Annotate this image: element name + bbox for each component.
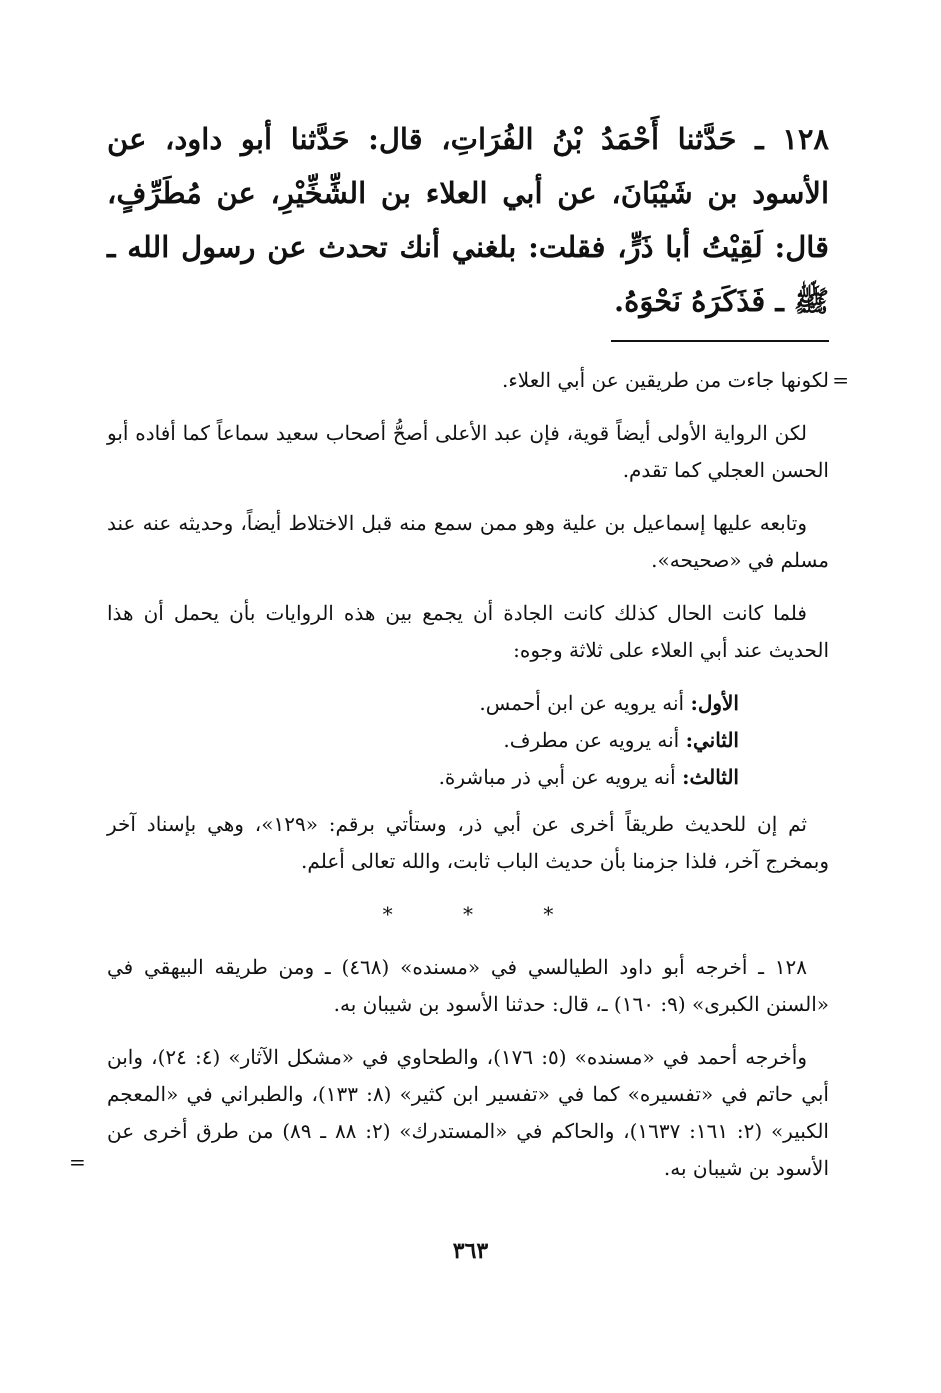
- section-separator: [107, 896, 829, 933]
- commentary-paragraph-1: [107, 362, 849, 399]
- takhrij-paragraph-2-text: وأخرجه أحمد في «مسنده» (٥: ١٧٦)، والطحاوي في «مشكل الآثار» (٤: ٢٤)، وابن أبي حاتم في «تفسيره» كما في «تفسير ابن كثير» (٨: ١٣٣)، والطبراني في «المعجم الكبير» (٢: ١٦١: ١٦٣٧)، والحاكم في «المستدرك» (٢: ٨٨ ـ ٨٩) من طرق أخرى عن الأسود بن شيبان به.: [107, 1045, 829, 1180]
- commentary-section: [69, 362, 849, 1203]
- footnote-divider: [611, 340, 829, 342]
- takhrij-paragraph-1: ١٢٨ ـ أخرجه أبو داود الطيالسي في «مسنده» (٤٦٨) ـ ومن طريقه البيهقي في «السنن الكبرى» (٩: ١٦٠) ـ، قال: حدثنا الأسود بن شيبان به.: [107, 955, 829, 1016]
- point-second: [107, 722, 739, 759]
- point-first-label: الأول:: [690, 691, 739, 715]
- continuation-mark-end: =: [69, 1150, 86, 1174]
- point-second-label: الثاني:: [685, 728, 739, 752]
- hadith-128-text: ١٢٨ ـ حَدَّثنا أَحْمَدُ بْنُ الفُرَاتِ، قال: حَدَّثنا أبو داود، عن الأسود بن شَيْبَانَ، عن أبي العلاء بن الشِّخِّيْرِ، عن مُطَرِّفٍ، قال: لَقِيْتُ أبا ذَرٍّ، فقلت: بلغني أنك تحدث عن رسول الله ـ ﷺ ـ فَذَكَرَهُ نَحْوَهُ.: [107, 122, 829, 318]
- separator-star: *: [382, 902, 393, 926]
- commentary-paragraph-2: لكن الرواية الأولى أيضاً قوية، فإن عبد الأعلى أصحُّ أصحاب سعيد سماعاً كما أفاده أبو الحسن العجلي كما تقدم.: [107, 421, 829, 482]
- three-ways-list: [107, 685, 829, 796]
- separator-star: *: [463, 902, 473, 926]
- commentary-paragraph-5: ثم إن للحديث طريقاً أخرى عن أبي ذر، وستأتي برقم: «١٢٩»، وهي بإسناد آخر وبمخرج آخر، فلذا جزمنا بأن حديث الباب ثابت، والله تعالى أعلم.: [107, 812, 829, 873]
- point-third-label: الثالث:: [682, 765, 739, 789]
- point-first: [107, 685, 739, 722]
- commentary-paragraph-4: فلما كانت الحال كذلك كانت الجادة أن يجمع بين هذه الروايات بأن يحمل أن هذا الحديث عند أبي العلاء على ثلاثة وجوه:: [107, 601, 829, 662]
- point-second-text: أنه يرويه عن مطرف.: [503, 728, 680, 752]
- commentary-paragraph-1-text: لكونها جاءت من طريقين عن أبي العلاء.: [502, 368, 829, 392]
- point-third: [107, 759, 739, 796]
- continuation-mark-start: =: [832, 368, 849, 392]
- separator-star: *: [543, 902, 554, 926]
- point-third-text: أنه يرويه عن أبي ذر مباشرة.: [438, 765, 676, 789]
- point-first-text: أنه يرويه عن ابن أحمس.: [479, 691, 685, 715]
- commentary-paragraph-3: وتابعه عليها إسماعيل بن علية وهو ممن سمع منه قبل الاختلاط أيضاً، وحديثه عنه عند مسلم في «صحيحه».: [107, 511, 829, 572]
- main-hadith-text: [107, 112, 829, 328]
- takhrij-paragraph-2: [69, 1039, 829, 1187]
- page-number: ٣٦٣: [452, 1238, 489, 1264]
